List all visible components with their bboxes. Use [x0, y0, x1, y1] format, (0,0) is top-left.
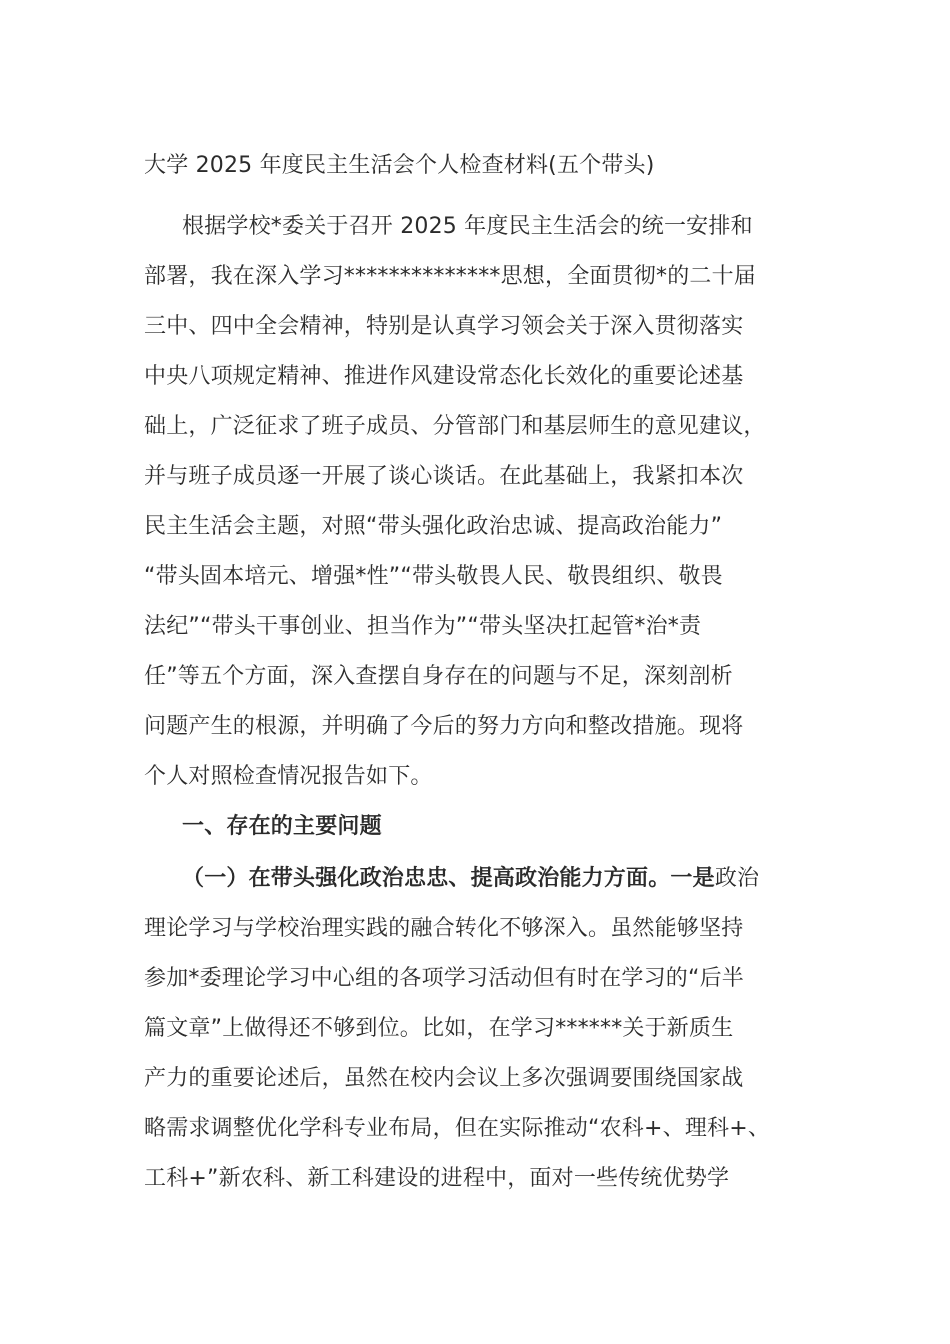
subsection-1-line-6: 略需求调整优化学科专业布局，但在实际推动“农科+、理科+、 [144, 1116, 771, 1141]
intro-line-3: 三中、四中全会精神，特别是认真学习领会关于深入贯彻落实 [144, 314, 744, 339]
intro-line-11: 问题产生的根源，并明确了今后的努力方向和整改措施。现将 [144, 714, 744, 739]
document-title: 大学 2025 年度民主生活会个人检查材料(五个带头) [144, 153, 655, 178]
subsection-1-line-4: 篇文章”上做得还不够到位。比如，在学习******关于新质生 [144, 1016, 734, 1041]
intro-line-1: 根据学校*委关于召开 2025 年度民主生活会的统一安排和 [182, 214, 753, 239]
subsection-1-first-line-rest: 政治 [714, 866, 760, 891]
intro-line-2: 部署，我在深入学习**************思想，全面贯彻*的二十届 [144, 264, 757, 289]
subsection-1-lead: 一是 [670, 866, 715, 891]
subsection-1-line-3: 参加*委理论学习中心组的各项学习活动但有时在学习的“后半 [144, 966, 744, 991]
subsection-1-first-line [182, 864, 759, 894]
intro-line-6: 并与班子成员逐一开展了谈心谈话。在此基础上，我紧扣本次 [144, 464, 744, 489]
intro-line-4: 中央八项规定精神、推进作风建设常态化长效化的重要论述基 [144, 364, 744, 389]
intro-line-7: 民主生活会主题，对照“带头强化政治忠诚、提高政治能力” [144, 514, 723, 539]
intro-line-5: 础上，广泛征求了班子成员、分管部门和基层师生的意见建议， [144, 414, 766, 439]
subsection-1-line-2: 理论学习与学校治理实践的融合转化不够深入。虽然能够坚持 [144, 916, 744, 941]
subsection-1-line-7: 工科+”新农科、新工科建设的进程中，面对一些传统优势学 [144, 1166, 730, 1191]
intro-line-8: “带头固本培元、增强*性”“带头敬畏人民、敬畏组织、敬畏 [144, 564, 723, 589]
intro-line-9: 法纪”“带头干事创业、担当作为”“带头坚决扛起管*治*责 [144, 614, 702, 639]
section-heading-problems: 一、存在的主要问题 [182, 814, 382, 839]
intro-line-12: 个人对照检查情况报告如下。 [144, 764, 433, 789]
subsection-1-heading: （一）在带头强化政治忠忠、提高政治能力方面。 [182, 866, 671, 891]
subsection-1-line-5: 产力的重要论述后，虽然在校内会议上多次强调要围绕国家战 [144, 1066, 744, 1091]
intro-line-10: 任”等五个方面，深入查摆自身存在的问题与不足，深刻剖析 [144, 664, 733, 689]
